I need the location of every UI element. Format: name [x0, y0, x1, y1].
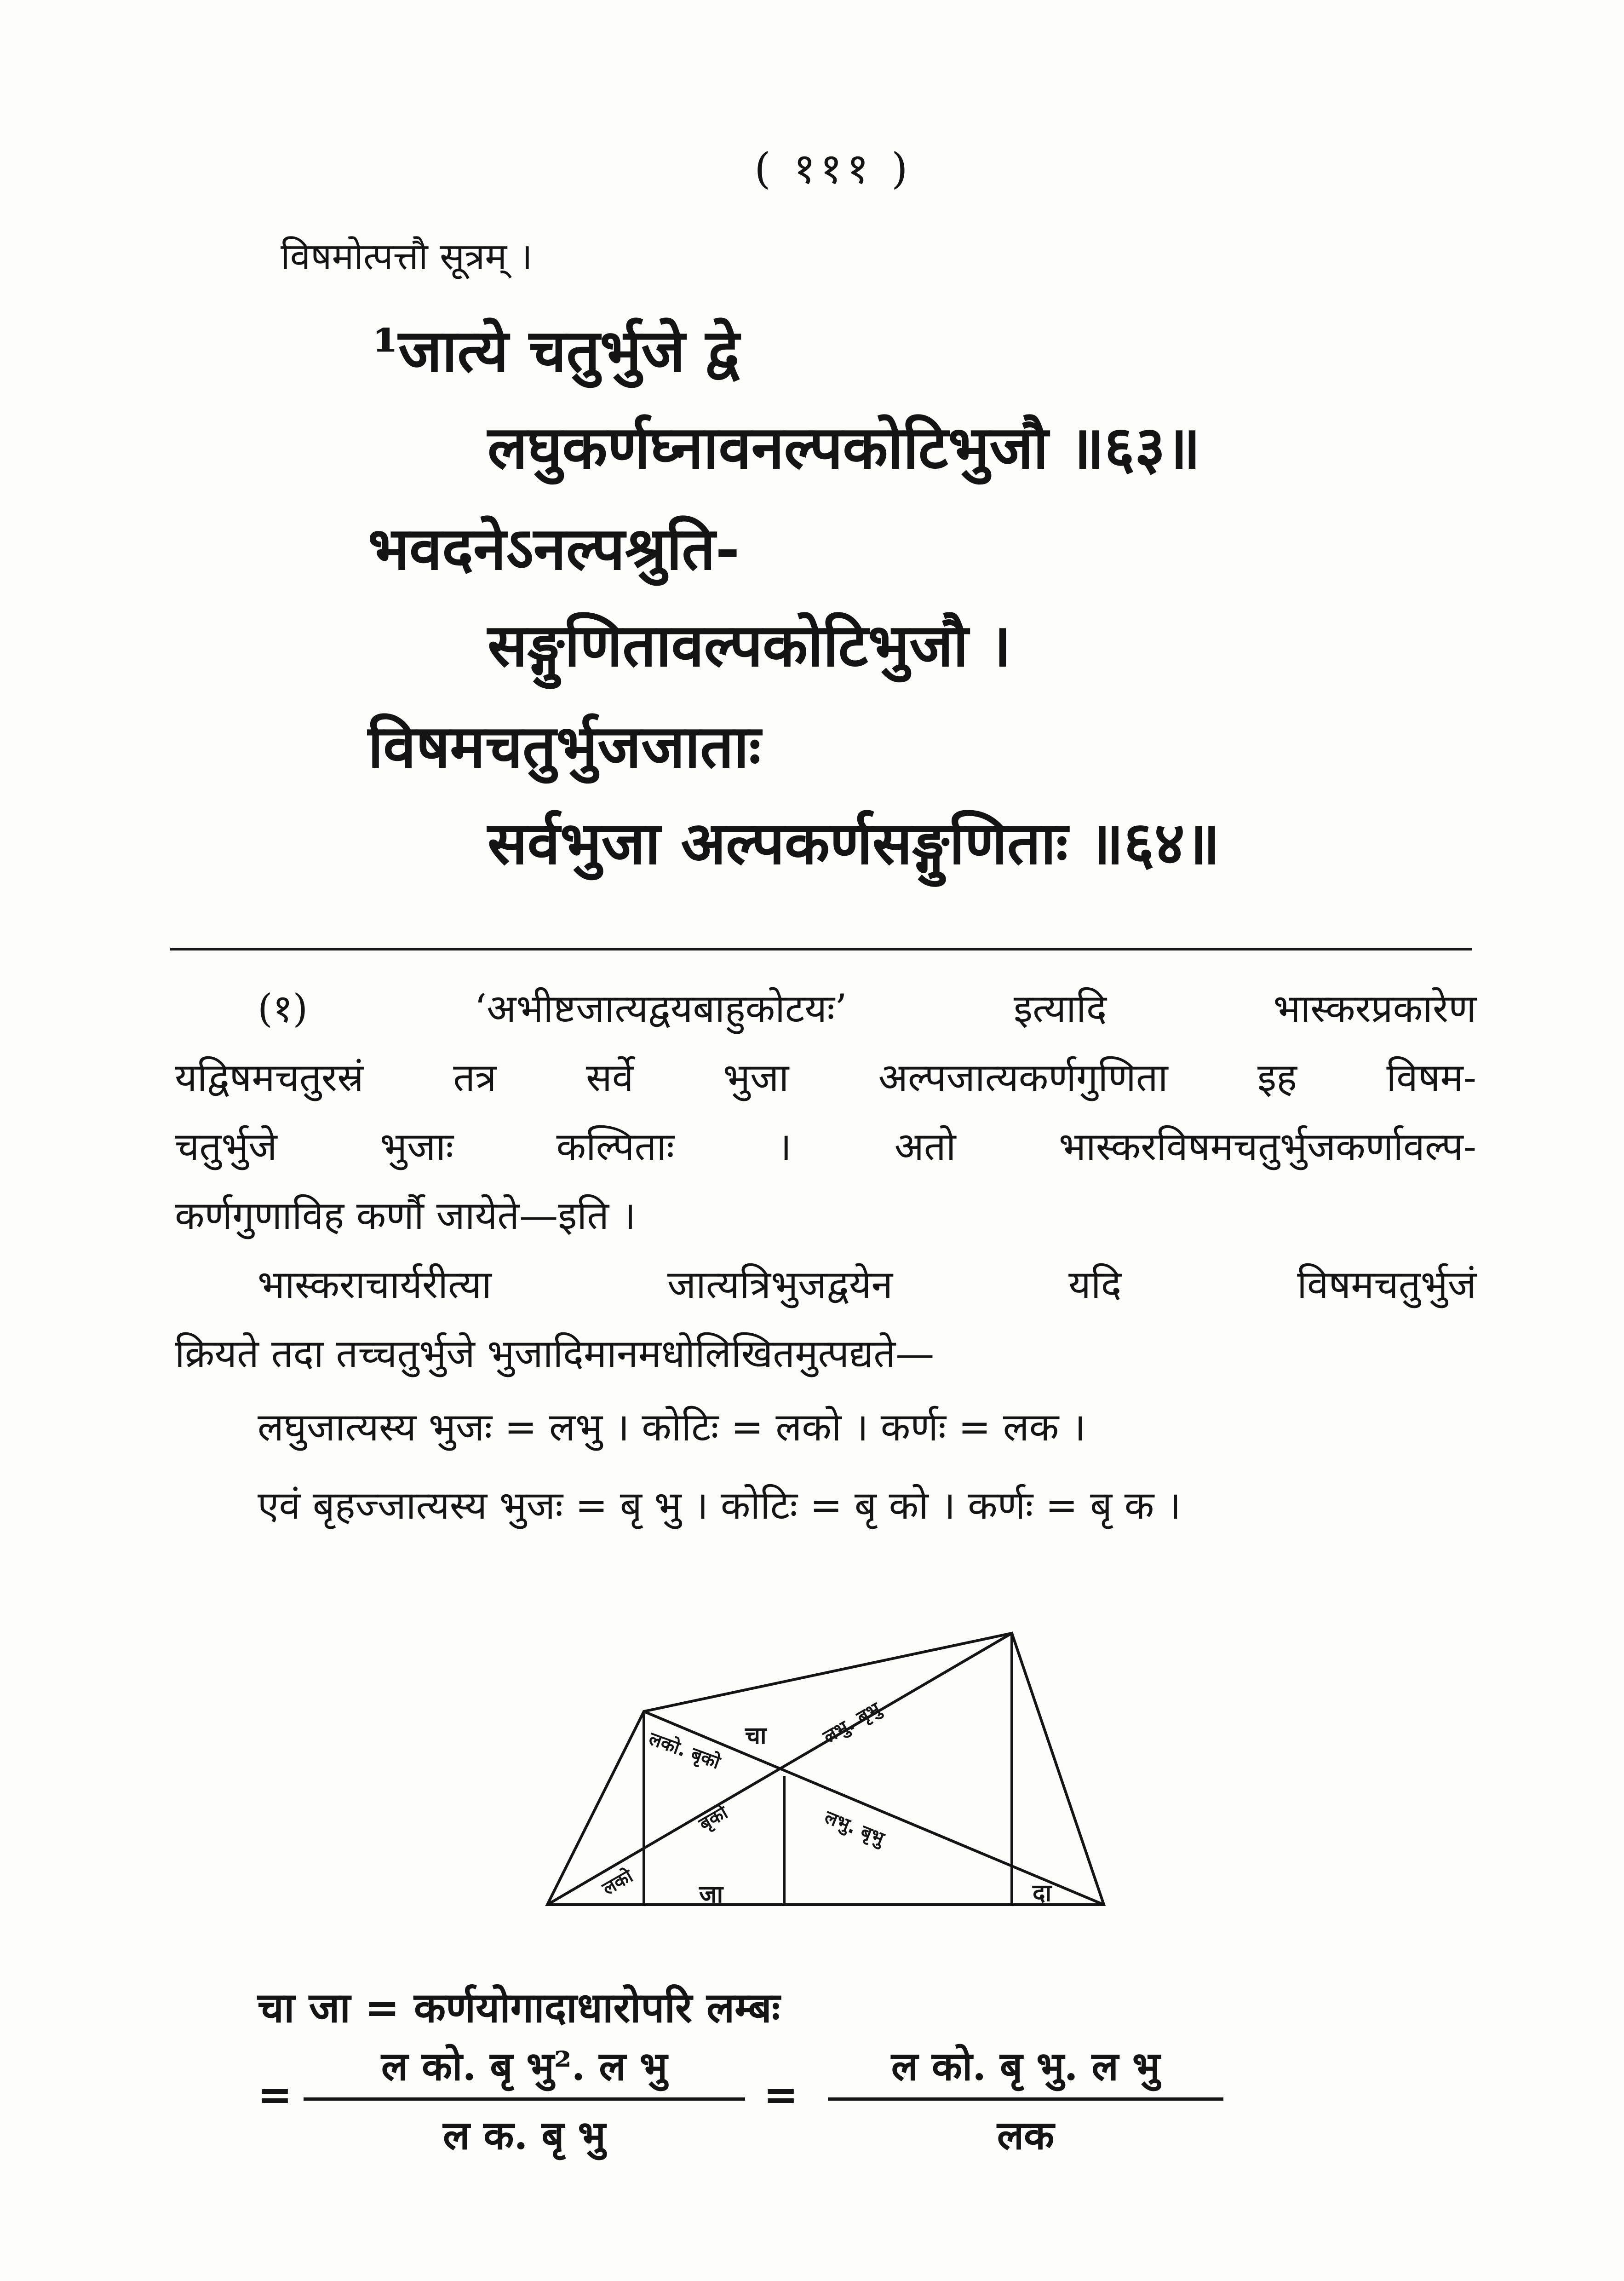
fraction-2 — [828, 2038, 1223, 2161]
fraction-1-denominator: ल क. बृ भु — [443, 2112, 606, 2159]
footnote-line-1: (१) ‘अभीष्टजात्यद्वयबाहुकोटयः’ इत्यादि भास्करप्रकारेण — [258, 986, 1476, 1031]
verse-line-3: भवदनेऽनल्पश्रुति- — [368, 514, 740, 583]
quadrilateral-diagram — [529, 1606, 1127, 1928]
quadrilateral-outline — [547, 1633, 1104, 1905]
label-lbhu-brbhu-bottom: लभु. बृभु — [821, 1806, 887, 1849]
label-lbhu-brbhu-top: लभु. बृभु — [820, 1698, 884, 1748]
equation-line-1: चा जा = कर्णयोगादाधारोपरि लम्बः — [258, 1983, 780, 2032]
footnote-para2-line-1: भास्कराचार्यरीत्या जात्यत्रिभुजद्वयेन यदि विषमचतुर्भुजं — [258, 1262, 1476, 1307]
label-cha: चा — [745, 1722, 767, 1750]
fraction-1 — [304, 2038, 745, 2161]
verse-line-1: ¹जात्ये चतुर्भुजे द्वे — [373, 317, 740, 386]
equals-sign-2: = — [763, 2070, 798, 2119]
verse-line-5: विषमचतुर्भुजजाताः — [368, 712, 761, 781]
definitions-line-2: एवं बृहज्जात्यस्य भुजः = बृ भु । कोटिः = बृ को । कर्णः = बृ क । — [258, 1483, 1181, 1528]
fraction-2-numerator: ल को. बृ भु. ल भु — [828, 2038, 1223, 2101]
label-ja: जा — [699, 1881, 723, 1908]
footnote-line-4: कर्णगुणाविह कर्णौ जायेते—इति । — [175, 1193, 636, 1238]
sutra-heading: विषमोत्पत्तौ सूत्रम् । — [281, 235, 533, 278]
footnote-line-2: यद्विषमचतुरस्रं तत्र सर्वे भुजा अल्पजात्यकर्णगुणिता इह विषम- — [175, 1055, 1476, 1100]
label-da: दा — [1033, 1879, 1052, 1907]
diagonal-right-top — [547, 1633, 1012, 1905]
footnote-para2-line-2: क्रियते तदा तच्चतुर्भुजे भुजादिमानमधोलिखितमुत्पद्यते— — [175, 1331, 935, 1376]
verse-line-4: सङ्गुणितावल्पकोटिभुजौ । — [488, 611, 1011, 680]
footnote-divider — [170, 948, 1472, 950]
fraction-1-numerator: ल को. बृ भु². ल भु — [304, 2038, 745, 2101]
definitions-line-1: लघुजात्यस्य भुजः = लभु । कोटिः = लको । कर्णः = लक । — [258, 1405, 1086, 1450]
label-brko: बृको — [695, 1802, 732, 1835]
verse-line-2: लघुकर्णघ्नावनल्पकोटिभुजौ ॥६३॥ — [488, 413, 1201, 482]
verse-line-6: सर्वभुजा अल्पकर्णसङ्गुणिताः ॥६४॥ — [488, 809, 1220, 878]
equals-sign-1: = — [258, 2070, 293, 2119]
label-lko-brko: लको. बृको — [646, 1728, 723, 1774]
label-lko: लको — [599, 1865, 637, 1900]
footnote-line-3: चतुर्भुजे भुजाः कल्पिताः । अतो भास्करविषमचतुर्भुजकर्णावल्प- — [175, 1124, 1476, 1169]
page-number: ( १११ ) — [754, 144, 912, 193]
fraction-2-denominator: लक — [997, 2112, 1055, 2159]
